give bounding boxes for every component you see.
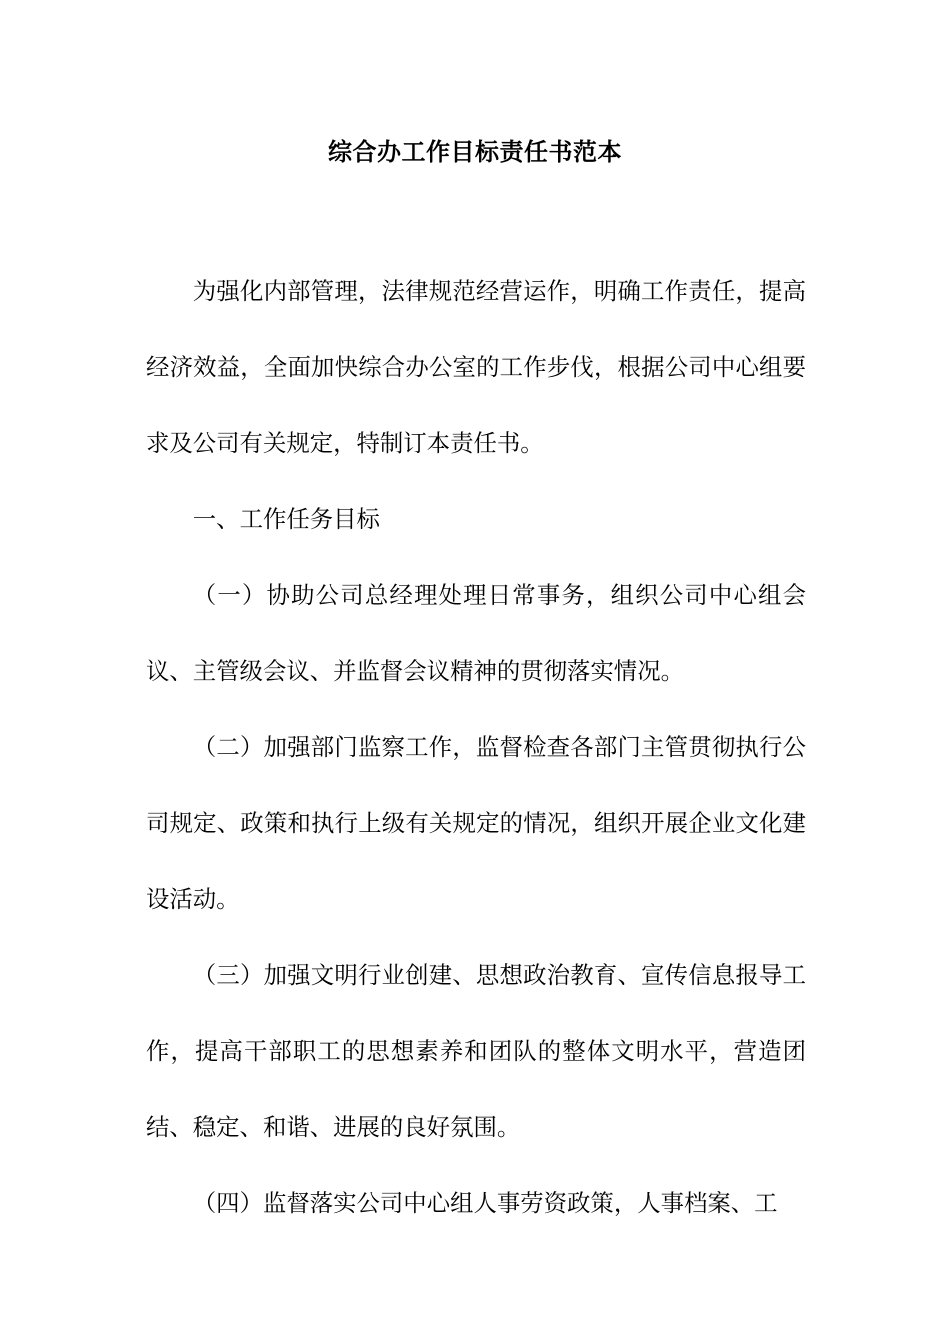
intro-paragraph: 为强化内部管理，法律规范经营运作，明确工作责任，提高经济效益，全面加快综合办公室的工作步伐，根据公司中心组要求及公司有关规定，特制订本责任书。 xyxy=(146,277,806,457)
document-title: 综合办工作目标责任书范本 xyxy=(328,137,622,166)
list-item-4: （四）监督落实公司中心组人事劳资政策，人事档案、工 xyxy=(192,1189,778,1217)
section-heading-work-goals: 一、工作任务目标 xyxy=(192,505,380,533)
list-item-1: （一）协助公司总经理处理日常事务，组织公司中心组会议、主管级会议、并监督会议精神的贯彻落实情况。 xyxy=(146,581,806,685)
list-item-2: （二）加强部门监察工作，监督检查各部门主管贯彻执行公司规定、政策和执行上级有关规定的情况，组织开展企业文化建设活动。 xyxy=(146,733,806,913)
document-body xyxy=(146,253,806,1241)
list-item-3: （三）加强文明行业创建、思想政治教育、宣传信息报导工作，提高干部职工的思想素养和团队的整体文明水平，营造团结、稳定、和谐、进展的良好氛围。 xyxy=(146,961,806,1141)
